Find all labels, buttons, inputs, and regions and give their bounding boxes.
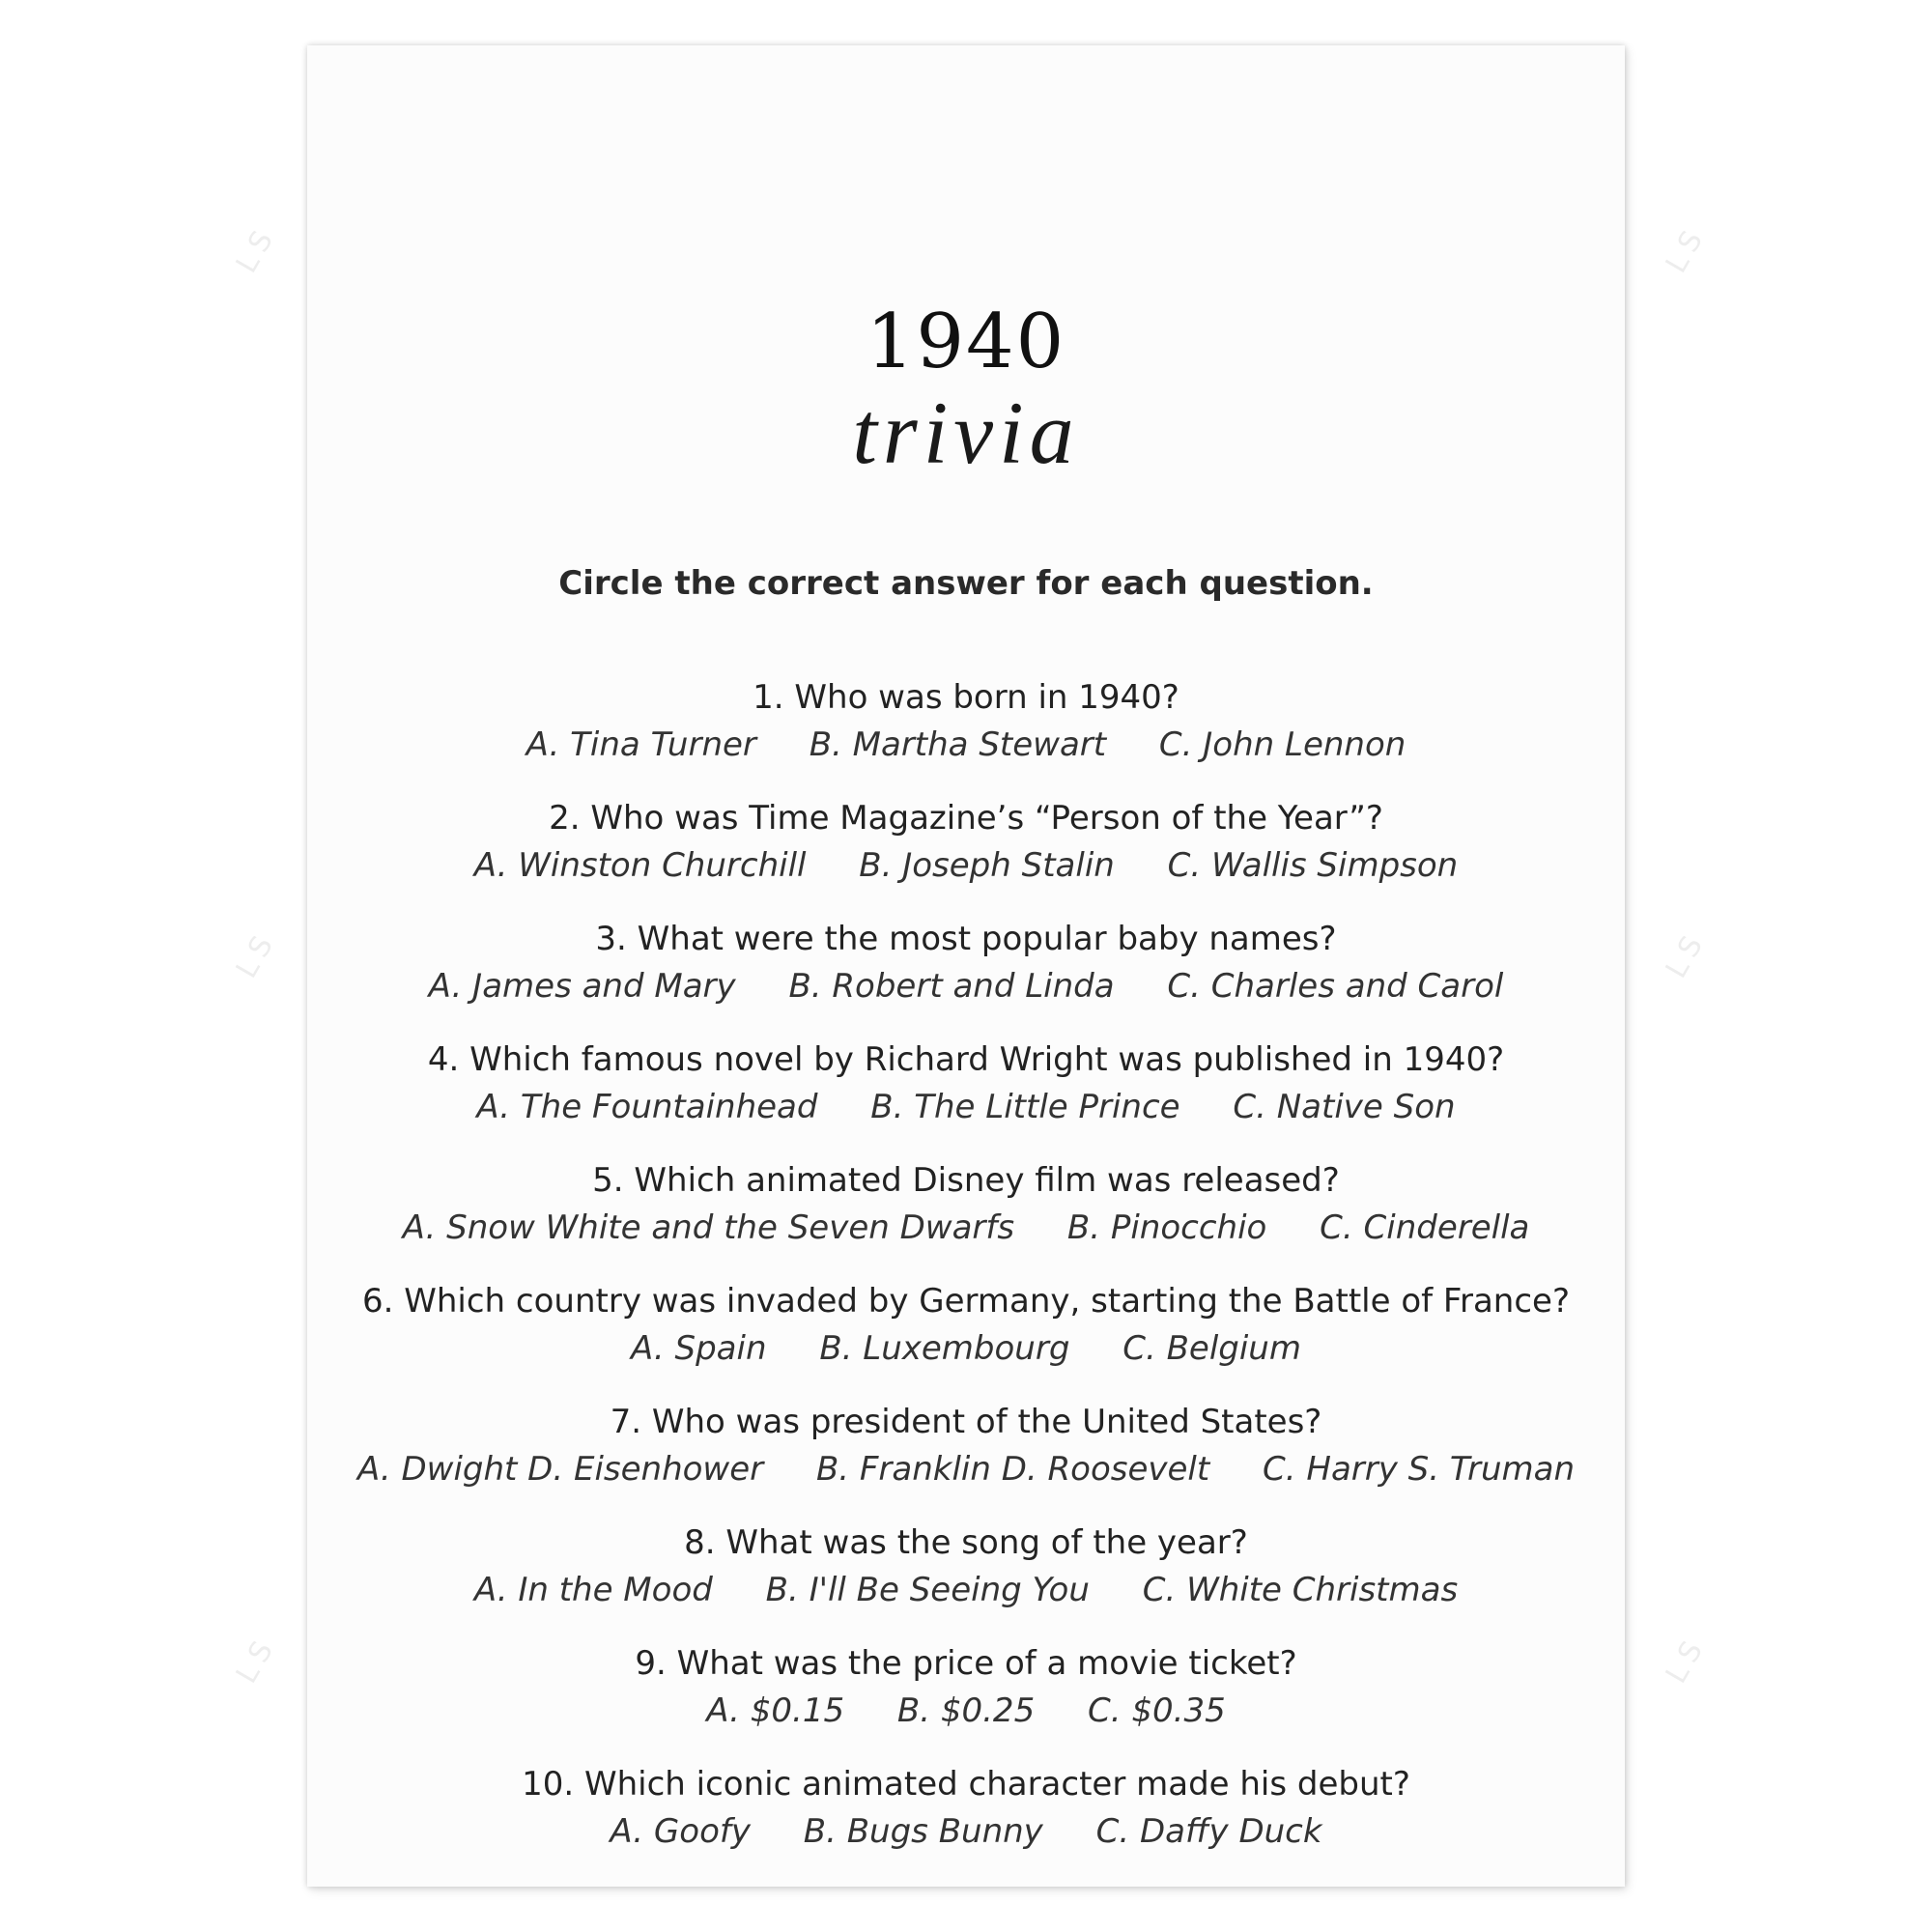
answer-options	[307, 1444, 1625, 1494]
answer-options	[307, 720, 1625, 770]
answer-options	[307, 1203, 1625, 1253]
page-subtitle: trivia	[852, 384, 1080, 482]
watermark-text: LS	[1659, 1629, 1714, 1690]
question-item	[307, 1400, 1625, 1520]
answer-option-a[interactable]: A. Goofy	[610, 1812, 751, 1851]
question-text: 9. What was the price of a movie ticket?	[635, 1644, 1297, 1683]
answer-option-c[interactable]: C. $0.35	[1088, 1691, 1226, 1730]
answer-option-c[interactable]: C. Daffy Duck	[1095, 1812, 1322, 1851]
answer-option-b[interactable]: B. Luxembourg	[819, 1329, 1070, 1368]
question-list	[307, 675, 1625, 1883]
watermark-text: LS	[229, 1629, 284, 1690]
answer-options	[307, 840, 1625, 891]
answer-options	[307, 1686, 1625, 1736]
question-text: 7. Who was president of the United States?	[610, 1403, 1322, 1441]
answer-options	[307, 1323, 1625, 1374]
answer-option-a[interactable]: A. Spain	[631, 1329, 767, 1368]
answer-option-c[interactable]: C. White Christmas	[1142, 1571, 1459, 1609]
question-item	[307, 675, 1625, 796]
question-item	[307, 917, 1625, 1037]
answer-option-b[interactable]: B. Joseph Stalin	[859, 846, 1115, 885]
answer-options	[307, 1082, 1625, 1132]
question-item	[307, 1037, 1625, 1158]
answer-option-c[interactable]: C. Native Son	[1233, 1088, 1456, 1126]
answer-option-a[interactable]: A. The Fountainhead	[476, 1088, 818, 1126]
answer-option-c[interactable]: C. Cinderella	[1320, 1208, 1530, 1247]
question-item	[307, 1520, 1625, 1641]
question-text: 8. What was the song of the year?	[684, 1523, 1248, 1562]
question-item	[307, 1641, 1625, 1762]
answer-option-c[interactable]: C. Harry S. Truman	[1263, 1450, 1576, 1489]
answer-option-a[interactable]: A. In the Mood	[473, 1571, 713, 1609]
answer-option-b[interactable]: B. Bugs Bunny	[803, 1812, 1043, 1851]
watermark-text: LS	[229, 923, 284, 984]
answer-option-c[interactable]: C. Belgium	[1122, 1329, 1301, 1368]
answer-option-c[interactable]: C. John Lennon	[1158, 725, 1406, 764]
question-text: 10. Which iconic animated character made his debut?	[522, 1765, 1410, 1804]
answer-option-a[interactable]: A. Winston Churchill	[473, 846, 807, 885]
watermark-text: LS	[1659, 218, 1714, 279]
answer-options	[307, 961, 1625, 1011]
trivia-sheet	[307, 45, 1625, 1887]
question-text: 5. Which animated Disney film was released?	[592, 1161, 1340, 1200]
question-text: 1. Who was born in 1940?	[753, 678, 1179, 717]
question-text: 4. Which famous novel by Richard Wright was published in 1940?	[427, 1040, 1505, 1079]
answer-option-b[interactable]: B. $0.25	[896, 1691, 1036, 1730]
answer-option-b[interactable]: B. The Little Prince	[870, 1088, 1180, 1126]
instructions-text: Circle the correct answer for each question.	[558, 564, 1374, 603]
page-title: 1940	[866, 298, 1066, 385]
watermark-text: LS	[1659, 923, 1714, 984]
answer-option-a[interactable]: A. Dwight D. Eisenhower	[356, 1450, 764, 1489]
answer-option-a[interactable]: A. Tina Turner	[526, 725, 756, 764]
answer-option-a[interactable]: A. Snow White and the Seven Dwarfs	[402, 1208, 1015, 1247]
answer-option-c[interactable]: C. Charles and Carol	[1167, 967, 1504, 1006]
answer-options	[307, 1565, 1625, 1615]
answer-option-b[interactable]: B. Franklin D. Roosevelt	[815, 1450, 1210, 1489]
answer-option-b[interactable]: B. Martha Stewart	[809, 725, 1107, 764]
answer-option-c[interactable]: C. Wallis Simpson	[1167, 846, 1459, 885]
answer-option-b[interactable]: B. Pinocchio	[1066, 1208, 1267, 1247]
answer-options	[307, 1806, 1625, 1857]
question-item	[307, 1762, 1625, 1883]
question-text: 6. Which country was invaded by Germany, starting the Battle of France?	[362, 1282, 1570, 1321]
question-text: 3. What were the most popular baby names?	[595, 920, 1337, 958]
question-item	[307, 796, 1625, 917]
answer-option-a[interactable]: A. James and Mary	[428, 967, 736, 1006]
question-text: 2. Who was Time Magazine’s “Person of the Year”?	[549, 799, 1383, 838]
answer-option-b[interactable]: B. I'll Be Seeing You	[765, 1571, 1090, 1609]
answer-option-a[interactable]: A. $0.15	[706, 1691, 845, 1730]
watermark-text: LS	[229, 218, 284, 279]
question-item	[307, 1279, 1625, 1400]
question-item	[307, 1158, 1625, 1279]
answer-option-b[interactable]: B. Robert and Linda	[788, 967, 1115, 1006]
